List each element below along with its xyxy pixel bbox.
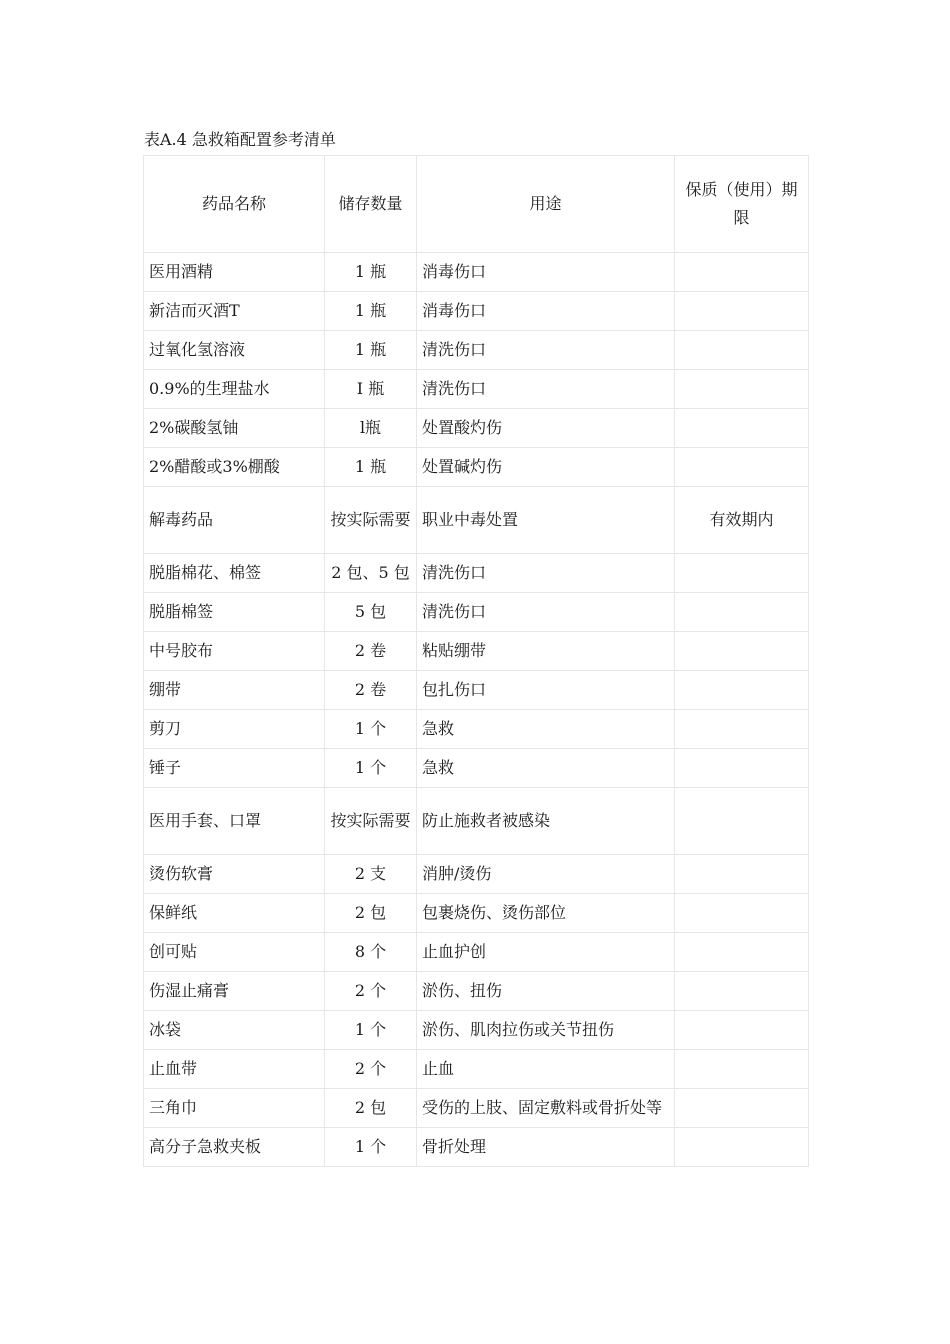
cell-shelf-life xyxy=(675,554,809,593)
cell-storage-quantity: 1 瓶 xyxy=(325,253,417,292)
cell-purpose: 粘贴绷带 xyxy=(417,632,675,671)
table-row xyxy=(144,409,809,448)
cell-medicine-name: 伤湿止痛膏 xyxy=(144,972,325,1011)
cell-storage-quantity: 2 卷 xyxy=(325,632,417,671)
table-row xyxy=(144,292,809,331)
cell-shelf-life xyxy=(675,253,809,292)
cell-purpose: 包扎伤口 xyxy=(417,671,675,710)
table-row xyxy=(144,487,809,554)
cell-shelf-life xyxy=(675,855,809,894)
cell-medicine-name: 医用酒精 xyxy=(144,253,325,292)
cell-shelf-life xyxy=(675,632,809,671)
table-row xyxy=(144,1128,809,1167)
cell-purpose: 清洗伤口 xyxy=(417,370,675,409)
cell-shelf-life xyxy=(675,593,809,632)
cell-shelf-life xyxy=(675,409,809,448)
table-caption: 表A.4 急救箱配置参考清单 xyxy=(144,130,336,149)
cell-storage-quantity: 1 个 xyxy=(325,710,417,749)
cell-medicine-name: 止血带 xyxy=(144,1050,325,1089)
cell-medicine-name: 三角巾 xyxy=(144,1089,325,1128)
table-row xyxy=(144,253,809,292)
cell-shelf-life xyxy=(675,292,809,331)
cell-storage-quantity: 2 包 xyxy=(325,1089,417,1128)
cell-storage-quantity: 按实际需要 xyxy=(325,788,417,855)
cell-shelf-life xyxy=(675,1128,809,1167)
cell-purpose: 止血 xyxy=(417,1050,675,1089)
cell-purpose: 急救 xyxy=(417,710,675,749)
cell-medicine-name: 中号胶布 xyxy=(144,632,325,671)
cell-shelf-life xyxy=(675,671,809,710)
cell-storage-quantity: 8 个 xyxy=(325,933,417,972)
cell-storage-quantity: 1 瓶 xyxy=(325,292,417,331)
cell-storage-quantity: 5 包 xyxy=(325,593,417,632)
table-row xyxy=(144,671,809,710)
cell-medicine-name: 绷带 xyxy=(144,671,325,710)
cell-storage-quantity: 按实际需要 xyxy=(325,487,417,554)
cell-medicine-name: 烫伤软膏 xyxy=(144,855,325,894)
first-aid-kit-table xyxy=(143,155,809,1167)
table-row xyxy=(144,894,809,933)
cell-shelf-life xyxy=(675,933,809,972)
cell-storage-quantity: 1 个 xyxy=(325,1011,417,1050)
cell-shelf-life xyxy=(675,1011,809,1050)
table-row xyxy=(144,788,809,855)
cell-shelf-life xyxy=(675,710,809,749)
cell-purpose: 处置碱灼伤 xyxy=(417,448,675,487)
cell-medicine-name: 锤子 xyxy=(144,749,325,788)
table-row xyxy=(144,855,809,894)
cell-medicine-name: 保鲜纸 xyxy=(144,894,325,933)
cell-shelf-life: 有效期内 xyxy=(675,487,809,554)
table-row xyxy=(144,1089,809,1128)
cell-medicine-name: 高分子急救夹板 xyxy=(144,1128,325,1167)
cell-medicine-name: 过氧化氢溶液 xyxy=(144,331,325,370)
cell-storage-quantity: I 瓶 xyxy=(325,370,417,409)
table-row xyxy=(144,933,809,972)
header-shelf-life: 保质（使用）期限 xyxy=(675,156,809,253)
cell-medicine-name: 创可贴 xyxy=(144,933,325,972)
cell-medicine-name: 2%碳酸氢铀 xyxy=(144,409,325,448)
cell-medicine-name: 医用手套、口罩 xyxy=(144,788,325,855)
cell-storage-quantity: 1 瓶 xyxy=(325,448,417,487)
header-purpose: 用途 xyxy=(417,156,675,253)
cell-purpose: 骨折处理 xyxy=(417,1128,675,1167)
cell-shelf-life xyxy=(675,448,809,487)
table-row xyxy=(144,331,809,370)
cell-purpose: 淤伤、扭伤 xyxy=(417,972,675,1011)
cell-shelf-life xyxy=(675,749,809,788)
table-row xyxy=(144,370,809,409)
table-row xyxy=(144,593,809,632)
cell-medicine-name: 新洁而灭酒T xyxy=(144,292,325,331)
cell-purpose: 清洗伤口 xyxy=(417,554,675,593)
cell-purpose: 受伤的上肢、固定敷料或骨折处等 xyxy=(417,1089,675,1128)
cell-medicine-name: 0.9%的生理盐水 xyxy=(144,370,325,409)
cell-shelf-life xyxy=(675,972,809,1011)
table-body xyxy=(144,156,809,1167)
table-row xyxy=(144,632,809,671)
cell-storage-quantity: 1 瓶 xyxy=(325,331,417,370)
cell-shelf-life xyxy=(675,370,809,409)
table-header-row xyxy=(144,156,809,253)
cell-purpose: 消毒伤口 xyxy=(417,292,675,331)
cell-purpose: 清洗伤口 xyxy=(417,331,675,370)
table-row xyxy=(144,972,809,1011)
cell-shelf-life xyxy=(675,1089,809,1128)
cell-storage-quantity: 1 个 xyxy=(325,749,417,788)
cell-purpose: 防止施救者被感染 xyxy=(417,788,675,855)
table-row xyxy=(144,554,809,593)
cell-purpose: 处置酸灼伤 xyxy=(417,409,675,448)
cell-purpose: 止血护创 xyxy=(417,933,675,972)
cell-medicine-name: 2%醋酸或3%棚酸 xyxy=(144,448,325,487)
cell-storage-quantity: 1 个 xyxy=(325,1128,417,1167)
cell-medicine-name: 脱脂棉花、棉签 xyxy=(144,554,325,593)
table-row xyxy=(144,1011,809,1050)
table-row xyxy=(144,1050,809,1089)
cell-storage-quantity: 2 卷 xyxy=(325,671,417,710)
cell-storage-quantity: 2 个 xyxy=(325,972,417,1011)
cell-shelf-life xyxy=(675,788,809,855)
cell-medicine-name: 冰袋 xyxy=(144,1011,325,1050)
table-row xyxy=(144,448,809,487)
cell-purpose: 消毒伤口 xyxy=(417,253,675,292)
cell-purpose: 急救 xyxy=(417,749,675,788)
cell-shelf-life xyxy=(675,894,809,933)
cell-medicine-name: 解毒药品 xyxy=(144,487,325,554)
cell-medicine-name: 剪刀 xyxy=(144,710,325,749)
cell-shelf-life xyxy=(675,331,809,370)
table-row xyxy=(144,749,809,788)
cell-storage-quantity: l瓶 xyxy=(325,409,417,448)
cell-purpose: 职业中毒处置 xyxy=(417,487,675,554)
cell-shelf-life xyxy=(675,1050,809,1089)
header-medicine-name: 药品名称 xyxy=(144,156,325,253)
header-storage-quantity: 储存数量 xyxy=(325,156,417,253)
cell-purpose: 清洗伤口 xyxy=(417,593,675,632)
cell-storage-quantity: 2 支 xyxy=(325,855,417,894)
cell-purpose: 消肿/烫伤 xyxy=(417,855,675,894)
cell-storage-quantity: 2 包 xyxy=(325,894,417,933)
cell-storage-quantity: 2 包、5 包 xyxy=(325,554,417,593)
cell-purpose: 淤伤、肌肉拉伤或关节扭伤 xyxy=(417,1011,675,1050)
table-row xyxy=(144,710,809,749)
cell-purpose: 包裹烧伤、烫伤部位 xyxy=(417,894,675,933)
cell-storage-quantity: 2 个 xyxy=(325,1050,417,1089)
cell-medicine-name: 脱脂棉签 xyxy=(144,593,325,632)
